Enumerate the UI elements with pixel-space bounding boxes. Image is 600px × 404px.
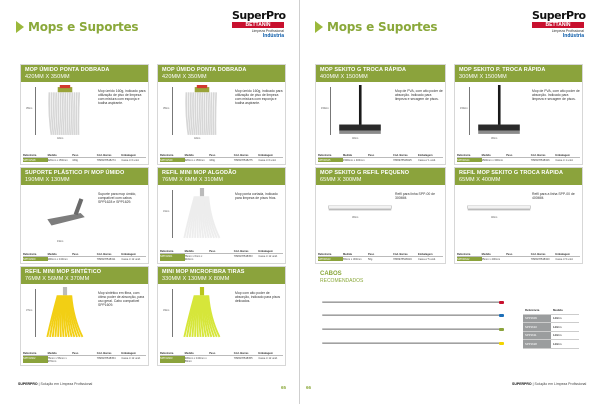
product-table-header: Referência Medida Peso Cód. Barras Embalagem [457, 154, 570, 158]
product-image [473, 85, 525, 142]
product-name: MOP SEKITO G REFIL PEQUENO [320, 170, 410, 176]
page-title: Mops e Suportes [327, 20, 438, 34]
cabo-tip [499, 301, 504, 304]
dimension-width: 40cm [352, 137, 359, 140]
product-name: MOP ÚMIDO PONTA DOBRADA [162, 67, 247, 73]
cabos-title: CABOS [320, 271, 342, 277]
product-title [158, 168, 285, 185]
product-name: MOP ÚMIDO PONTA DOBRADA [25, 67, 110, 73]
product-table-header: Referência Medida Peso Cód. Barras Embalagem [23, 253, 136, 257]
table-row: SPP31600 190mm x 130mm 7896978548311 Caixa c/ 12 unid. [23, 256, 146, 261]
product-table-header: Referência Medida Peso Cód. Barras Embalagem [160, 154, 273, 158]
product-description: Refil para a linha SPP-00 de 400MM. [532, 192, 575, 200]
brand-logo [532, 10, 584, 48]
product-description: Mop úmido 160g, indicado para utilização de piso de limpeza com mistura com esponja e toalha aspirante. [235, 89, 283, 105]
product-title [316, 65, 445, 82]
product-table [160, 250, 283, 261]
cabo-rod [322, 342, 500, 344]
product-name: SUPORTE PLÁSTICO P/ MOP ÚMIDO [25, 170, 125, 176]
product-description: Mop com alto poder de absorção, indicado para pisos delicados. [235, 291, 281, 303]
product-card [20, 266, 149, 366]
product-title [21, 267, 148, 284]
product-table-header: Referência Medida Peso Cód. Barras Embalagem [318, 253, 433, 257]
header-arrow-icon [16, 21, 24, 33]
product-table [23, 154, 146, 162]
dimension-width: 30cm [491, 137, 498, 140]
dimension-height: 150cm [321, 107, 329, 110]
dimension-line [469, 87, 470, 135]
product-description: Mop de PVA, com alto poder de absorção. Indicado para limpeza e secagem de pisos. [395, 89, 443, 101]
product-card [454, 167, 583, 264]
product-image [39, 188, 91, 245]
product-title [21, 65, 148, 82]
dimension-line [35, 87, 36, 135]
brand-logo [232, 10, 284, 48]
table-row: SPP31548 420mm x 350mm 160g 7896978548274 Caixa c/ 6 unid. [23, 157, 146, 162]
product-card [20, 64, 149, 165]
logo-group: Indústria [562, 33, 584, 39]
product-table [23, 253, 146, 261]
table-row: SPP31602 76mm x 56mm x 370mm 7896978548354 Caixa c/ 12 unid. [23, 355, 146, 363]
product-table-header: Referência Medida Peso Cód. Barras Embalagem [457, 253, 570, 257]
product-card [315, 64, 446, 165]
footer: SUPERPRO | Solução em Limpeza Profissional [512, 382, 587, 386]
product-image [176, 287, 228, 344]
product-image [176, 188, 228, 245]
product-size: 300MM X 1500MM [459, 73, 507, 80]
product-size: 76MM X 6MM X 310MM [162, 176, 224, 183]
cabo-rod [322, 328, 500, 330]
product-card [157, 266, 286, 366]
logo-badge: BETTANIN [232, 22, 284, 28]
product-table [457, 253, 580, 261]
dimension-height: 37cm [26, 309, 33, 312]
product-table [318, 253, 443, 261]
dimension-width: 42cm [194, 137, 201, 140]
table-row: SPP31603 330mm x 130mm x 80mm 7896978548355 Caixa c/ 12 unid. [160, 355, 283, 363]
cabos-table [523, 306, 579, 349]
product-table [318, 154, 443, 162]
dimension-line [172, 87, 173, 135]
dimension-height: 31cm [163, 210, 170, 213]
cabos-subtitle: RECOMENDADOS [320, 278, 364, 284]
product-table-header: Referência Medida Peso Cód. Barras Embalagem [23, 351, 136, 355]
cabos-table-header: Referência Medida [523, 306, 579, 315]
product-title [21, 168, 148, 185]
product-title [455, 168, 582, 185]
logo-group: Indústria [262, 33, 284, 39]
product-image [176, 85, 228, 142]
product-description: Mop ponta cortada, indicado para limpeza de pisos frios. [235, 192, 278, 200]
product-title [455, 65, 582, 82]
product-description: Mop de PVA, com alto poder de absorção. Indicado para limpeza e secagem de pisos. [532, 89, 580, 101]
product-size: 65MM X 400MM [459, 176, 501, 183]
product-name: MOP SEKITO P. TROCA RÁPIDA [459, 67, 546, 73]
table-row: SPP1609 140cm [523, 315, 579, 324]
cabo-tip [499, 314, 504, 317]
footer: SUPERPRO | Solução em Limpeza Profissional [18, 382, 93, 386]
product-size: 76MM X 56MM X 370MM [25, 275, 90, 282]
product-image [326, 188, 394, 233]
table-row: SPP1611 140cm [523, 332, 579, 341]
product-description: Suporte para mop úmido, compatível com cabos SPP1628 e SPP1629. [98, 192, 137, 204]
product-size: 400MM X 1500MM [320, 73, 368, 80]
product-description: Mop sintético em fibra, com ótimo poder de absorção, para uso geral. Cabo compatível SPP1609. [98, 291, 145, 307]
dimension-line [330, 87, 331, 135]
cabo-tip [499, 328, 504, 331]
product-table [457, 154, 580, 162]
product-image [465, 188, 533, 233]
product-name: REFIL MINI MOP ALGODÃO [162, 170, 237, 176]
product-description: Refil para linha SPP-00 de 300MM. [395, 192, 435, 200]
product-size: 65MM X 300MM [320, 176, 362, 183]
dimension-line [35, 289, 36, 337]
page-number: 66 [306, 385, 312, 390]
product-card [157, 64, 286, 165]
product-card [315, 167, 446, 264]
product-table [23, 352, 146, 363]
product-table-header: Referência Medida Peso Cód. Barras Embalagem [160, 249, 273, 253]
product-card [20, 167, 149, 264]
product-table-header: Referência Medida Peso Cód. Barras Embalagem [318, 154, 433, 158]
product-table [160, 352, 283, 363]
product-name: MOP SEKITO G TROCA RÁPIDA [320, 67, 407, 73]
dimension-width: 19cm [57, 240, 64, 243]
logo-sub: Limpeza Profissional [251, 29, 284, 33]
product-description: Mop úmido 160g, indicado para utilização de piso de limpeza com mistura com esponja e toalha aspirante. [98, 89, 146, 105]
table-row: SPP1628 140cm [523, 340, 579, 349]
cabo-rod [322, 314, 500, 316]
product-image [39, 287, 91, 344]
table-row: SPP31549 420mm x 350mm 160g 7896978548275 Caixa c/ 6 unid. [160, 157, 283, 162]
table-row: SPP00642 65mm x 400mm 7896978548320 Caixa c/ 5 unid. [457, 256, 580, 261]
product-name: MINI MOP MICROFIBRA TIRAS [162, 269, 245, 275]
product-size: 420MM X 350MM [25, 73, 70, 80]
product-table-header: Referência Medida Peso Cód. Barras Embalagem [160, 351, 273, 355]
dimension-height: 33cm [163, 309, 170, 312]
cabo-rod [322, 301, 500, 303]
table-row: SPP00645 1500mm x 400mm 7896978548325 Caixa c/ 1 unid. [318, 157, 443, 162]
dimension-height: 35cm [163, 107, 170, 110]
logo-badge: BETTANIN [532, 22, 584, 28]
page-number: 65 [281, 385, 287, 390]
page-title: Mops e Suportes [28, 20, 139, 34]
dimension-width: 30cm [352, 216, 359, 219]
product-name: REFIL MOP SEKITO G TROCA RÁPIDA [459, 170, 564, 176]
product-size: 330MM X 130MM X 80MM [162, 275, 230, 282]
product-title [158, 267, 285, 284]
dimension-line [172, 190, 173, 238]
dimension-width: 42cm [57, 137, 64, 140]
dimension-height: 35cm [26, 107, 33, 110]
table-row: SPP31601 76mm x 6mm x 310mm 7896978548353 Caixa c/ 12 unid. [160, 253, 283, 261]
product-title [316, 168, 445, 185]
table-row: SPP00644 1500mm x 300mm 7896978548326 Caixa c/ 1 unid. [457, 157, 580, 162]
product-card [454, 64, 583, 165]
table-row: SPP1610 140cm [523, 323, 579, 332]
product-table-header: Referência Medida Peso Cód. Barras Embalagem [23, 154, 136, 158]
product-title [158, 65, 285, 82]
header-arrow-icon [315, 21, 323, 33]
dimension-width: 40cm [491, 216, 498, 219]
product-table [160, 154, 283, 162]
product-image [39, 85, 91, 142]
product-image [334, 85, 386, 142]
product-size: 420MM X 350MM [162, 73, 207, 80]
logo-brand: SuperPro [232, 9, 286, 22]
dimension-line [172, 289, 173, 337]
product-size: 190MM X 130MM [25, 176, 70, 183]
table-row: SPP00643 65mm x 300mm 50g 7896978548319 Caixa c/ 5 unid. [318, 256, 443, 261]
logo-sub: Limpeza Profissional [551, 29, 584, 33]
product-name: REFIL MINI MOP SINTÉTICO [25, 269, 102, 275]
dimension-height: 150cm [460, 107, 468, 110]
product-card [157, 167, 286, 264]
logo-brand: SuperPro [532, 9, 586, 22]
cabo-tip [499, 342, 504, 345]
